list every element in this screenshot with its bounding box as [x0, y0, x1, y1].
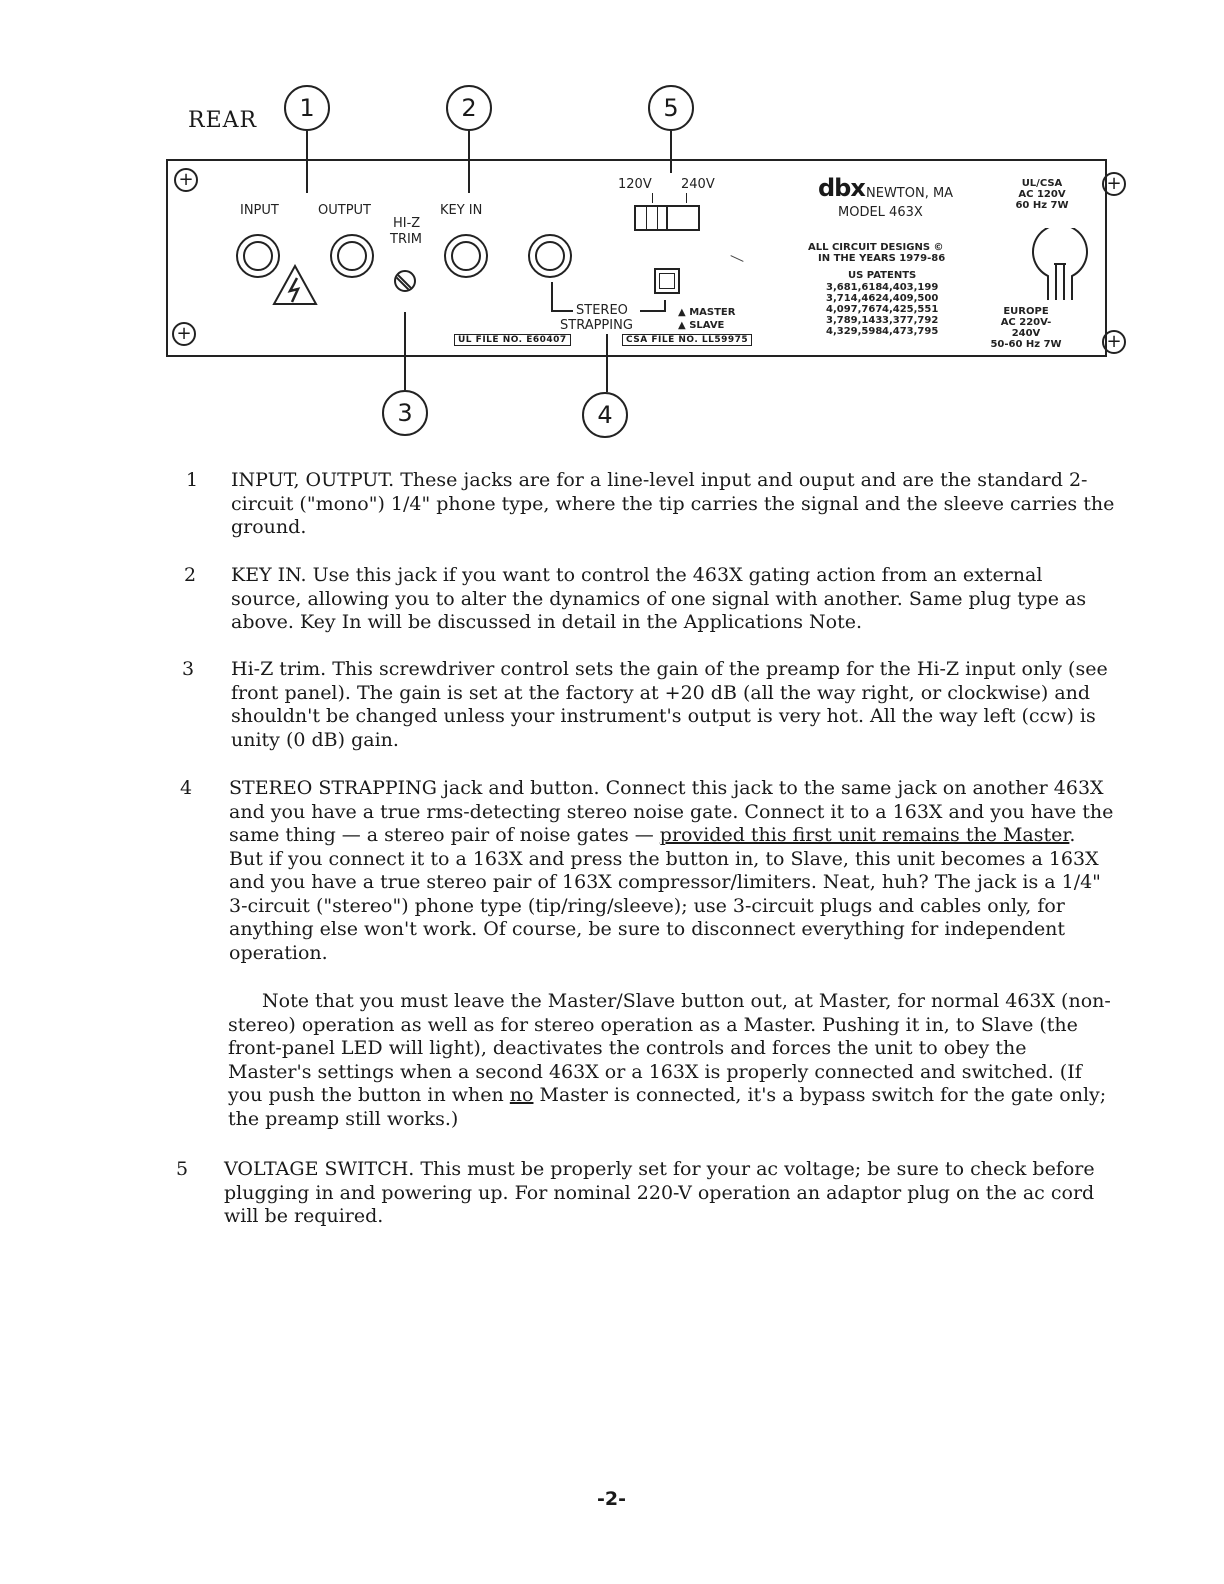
item-number: 4: [180, 777, 193, 799]
warning-triangle-icon: [272, 264, 318, 306]
item-text: INPUT, OUTPUT. These jacks are for a line-level input and ouput and are the standard 2-circuit ("mono") 1/4" phone type, where the tip carries the signal and the sleeve carries the ground.: [231, 469, 1115, 538]
stereo-label: STEREO: [576, 303, 628, 318]
model-label: MODEL 463X: [838, 205, 923, 220]
callout-4: 4: [582, 392, 628, 438]
csa-file-box: CSA FILE NO. LL59975: [622, 334, 752, 346]
patents-column-1: 3,681,618 3,714,462 4,097,767 3,789,143 4,329,598: [826, 282, 883, 337]
hiz-label: HI-Z: [393, 216, 421, 231]
note-paragraph: Note that you must leave the Master/Slave button out, at Master, for normal 463X (non-stereo) operation as well as for stereo operation as a Master. Pushing it in, to Slave (the front-panel LED will light), deactivates the controls and forces the unit to obey the Master's settings when a second 463X or a 163X is properly connected and switched. (If you push the button in when no Master is connected, it's a bypass switch for the gate only; the preamp still works.): [228, 990, 1111, 1130]
callout-3: 3: [382, 390, 428, 436]
slave-arrow-icon: ▲: [678, 320, 686, 331]
input-label: INPUT: [240, 203, 279, 218]
master-label: ▲ MASTER: [678, 307, 736, 318]
rear-label: REAR: [188, 108, 258, 133]
stereo-strapping-jack: [528, 234, 572, 278]
trim-label: TRIM: [390, 232, 423, 247]
mounting-screw-icon: +: [1102, 172, 1126, 196]
item-text: VOLTAGE SWITCH. This must be properly set for your ac voltage; be sure to check before plugging in and powering up. For nominal 220-V operation an adaptor plug on the ac cord will be required.: [224, 1158, 1095, 1227]
slave-label: ▲ SLAVE: [678, 320, 725, 331]
master-arrow-icon: ▲: [678, 307, 686, 318]
callout-1: 1: [284, 85, 330, 131]
underlined-text: provided this first unit remains the Master: [659, 824, 1070, 846]
output-label: OUTPUT: [318, 203, 371, 218]
output-jack: [330, 234, 374, 278]
patents-title: US PATENTS: [848, 270, 917, 281]
mounting-screw-icon: +: [174, 168, 198, 192]
key-in-label: KEY IN: [440, 203, 483, 218]
callout-5: 5: [648, 85, 694, 131]
mounting-screw-icon: +: [172, 322, 196, 346]
hiz-trim-pot-icon: [394, 270, 416, 292]
ul-file-box: UL FILE NO. E60407: [454, 334, 571, 346]
page-number: -2-: [597, 1488, 626, 1510]
master-slave-button: [654, 268, 680, 294]
underlined-text: no: [509, 1084, 534, 1106]
patents-column-2: 4,403,199 4,409,500 4,425,551 3,377,792 4,473,795: [882, 282, 939, 337]
item-text: STEREO STRAPPING jack and button. Connect this jack to the same jack on another 463X and you have a true rms-detecting stereo noise gate. Connect it to a 163X and you have the same thing — a stereo pair of noise gates — provided this first unit remains the Master. But if you connect it to a 163X and press the button in, to Slave, this unit becomes a 163X and you have a true stereo pair of 163X compressor/limiters. Neat, huh? The jack is a 1/4" 3-circuit ("stereo") phone type (tip/ring/sleeve); use 3-circuit plugs and cables only, for anything else won't work. Of course, be sure to disconnect everything for independent operation.: [229, 777, 1114, 964]
item-number: 3: [182, 658, 195, 680]
switch-tick: [652, 193, 653, 203]
voltage-switch: [634, 205, 700, 231]
item-number: 5: [176, 1158, 189, 1180]
europe-block: EUROPE AC 220V-240V 50-60 Hz 7W: [990, 306, 1062, 350]
ulcsa-block: UL/CSA AC 120V 60 Hz 7W: [1015, 178, 1069, 211]
item-text: KEY IN. Use this jack if you want to control the 463X gating action from an external source, allowing you to alter the dynamics of one signal with another. Same plug type as above. Key In will be discussed in detail in the Applications Note.: [231, 564, 1087, 633]
mounting-screw-icon: +: [1102, 330, 1126, 354]
designs-line2: IN THE YEARS 1979-86: [818, 253, 946, 264]
stereo-bracket-left: [551, 282, 573, 312]
240v-label: 240V: [681, 177, 715, 192]
callout-2: 2: [446, 85, 492, 131]
switch-tick: [686, 193, 687, 203]
stereo-bracket-right: [640, 300, 666, 312]
designs-line1: ALL CIRCUIT DESIGNS ©: [808, 242, 944, 253]
120v-label: 120V: [618, 177, 652, 192]
dbx-logo: dbx: [818, 174, 865, 202]
item-text: Hi-Z trim. This screwdriver control sets the gain of the preamp for the Hi-Z input only (see front panel). The gain is set at the factory at +20 dB (all the way right, or clockwise) and shouldn't be changed unless your instrument's output is very hot. All the way left (ccw) is unity (0 dB) gain.: [231, 658, 1108, 751]
location-label: NEWTON, MA: [866, 186, 954, 201]
item-number: 1: [186, 469, 199, 491]
item-number: 2: [184, 564, 197, 586]
power-cord-icon: [1030, 228, 1090, 304]
key-in-jack: [444, 234, 488, 278]
strapping-label: STRAPPING: [560, 318, 633, 333]
